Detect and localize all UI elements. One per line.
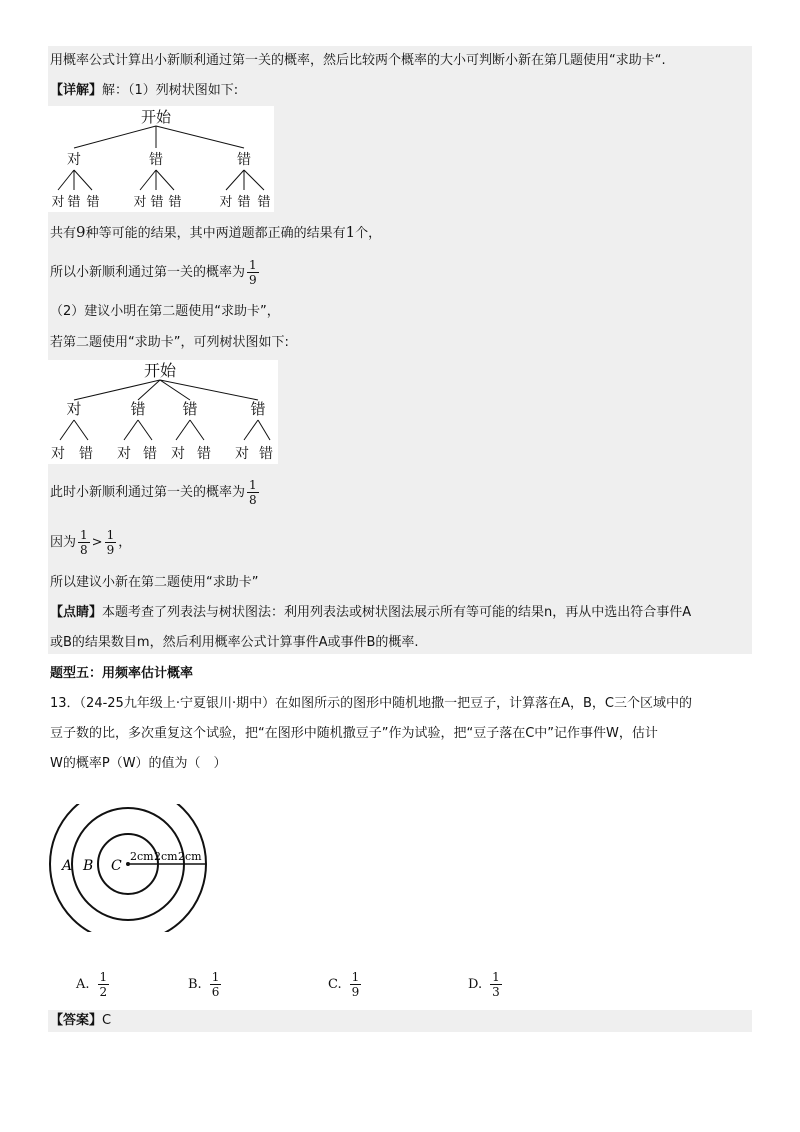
text-fragment: 此时小新顺利通过第一关的概率为 <box>50 485 246 500</box>
comment-line <box>50 603 691 623</box>
option-d-fraction: $\frac{1}{3}$ <box>492 970 500 999</box>
comment-tag: 【点睛】 <box>50 605 103 620</box>
fraction-1-8: $\frac{1}{8}$ <box>80 528 88 557</box>
option-b-fraction: $\frac{1}{6}$ <box>211 970 220 999</box>
text-line: 若第二题使用“求助卡”，可列树状图如下: <box>50 335 289 350</box>
text-line <box>50 222 381 244</box>
tree2-leaf: 对 <box>235 446 249 462</box>
text-fragment: ， <box>118 535 132 550</box>
detail-text: 解：（1）列树状图如下: <box>102 83 239 98</box>
question-line: 13．（24-25九年级上·宁夏银川·期中）在如图所示的图形中随机地撒一把豆子，计算落在A，B，C三个区域中的 <box>50 696 692 711</box>
region-label-a: A <box>62 858 73 874</box>
tree2-leaf: 对 <box>171 446 185 462</box>
answer-value: C <box>102 1013 112 1028</box>
outer-circle <box>50 804 206 932</box>
region-label-c: C <box>111 858 122 874</box>
text-fragment: 共有 <box>50 226 77 241</box>
tree-diagram-1 <box>48 106 274 212</box>
tree1-node: 错 <box>149 152 163 168</box>
comment-text: 本题考查了列表法与树状图法：利用列表法或树状图法展示所有等可能的结果n，再从中选出符合事件A <box>102 605 692 620</box>
tree1-leaf: 对 <box>219 195 233 210</box>
tree2-leaf: 错 <box>197 446 211 462</box>
tree1-leaf: 错 <box>168 195 182 210</box>
tree1-leaf: 错 <box>86 195 100 210</box>
text-line: 用概率公式计算出小新顺利通过第一关的概率，然后比较两个概率的大小可判断小新在第几题使用“求助卡“. <box>50 53 666 68</box>
text-fragment: 所以小新顺利通过第一关的概率为 <box>50 265 246 280</box>
text-line: 所以建议小新在第二题使用“求助卡” <box>50 575 259 590</box>
text-line <box>50 526 131 560</box>
tree1-leaf: 对 <box>51 195 65 210</box>
question-line: 豆子数的比，多次重复这个试验，把“在图形中随机撒豆子”作为试验，把“豆子落在C中”记作事件W，估计 <box>50 726 658 741</box>
tree1-node: 错 <box>237 152 251 168</box>
region-label-b: B <box>83 858 94 874</box>
tree1-leaf: 错 <box>237 195 251 210</box>
text-line: 或B的结果数目m，然后利用概率公式计算事件A或事件B的概率. <box>50 635 419 650</box>
dimension-label: 2cm <box>130 850 154 863</box>
tree1-leaf: 错 <box>67 195 81 210</box>
shaded-block-answer <box>48 1010 752 1032</box>
tree2-node: 错 <box>130 400 146 418</box>
fraction-1-8: $\frac{1}{8}$ <box>249 478 257 507</box>
tree2-node: 对 <box>66 400 82 418</box>
option-c-fraction: $\frac{1}{9}$ <box>351 970 360 999</box>
concentric-circles-figure <box>46 804 216 932</box>
text-fragment: 种等可能的结果，其中两道题都正确的结果有 <box>85 226 346 241</box>
text-fragment: 个， <box>355 226 382 241</box>
section-heading: 题型五：用频率估计概率 <box>50 666 194 681</box>
option-a[interactable]: A. $\frac{1}{2}$ <box>76 970 108 999</box>
tree1-leaf: 错 <box>257 195 271 210</box>
number-9: 9 <box>76 223 86 241</box>
tree2-node: 错 <box>250 400 266 418</box>
tree1-leaf: 错 <box>150 195 164 210</box>
tree2-leaf: 对 <box>117 446 131 462</box>
tree1-leaf: 对 <box>133 195 147 210</box>
answer-tag: 【答案】 <box>50 1013 103 1028</box>
tree2-node: 错 <box>182 400 198 418</box>
tree2-leaf: 错 <box>143 446 157 462</box>
fraction-1-9: $\frac{1}{9}$ <box>249 258 257 287</box>
dimension-label: 2cm <box>154 850 178 863</box>
detail-line <box>50 81 238 101</box>
tree2-root: 开始 <box>143 361 177 380</box>
number-1: 1 <box>345 223 356 241</box>
text-fragment: 因为 <box>50 535 77 550</box>
option-a-fraction: $\frac{1}{2}$ <box>99 970 108 999</box>
tree1-root: 开始 <box>140 108 172 126</box>
option-c[interactable]: C. $\frac{1}{9}$ <box>328 970 360 999</box>
tree1-node: 对 <box>67 152 81 168</box>
tree2-leaf: 错 <box>79 446 93 462</box>
answer-line <box>50 1011 111 1031</box>
text-line: （2）建议小明在第二题使用“求助卡”， <box>50 304 280 319</box>
option-b[interactable]: B. $\frac{1}{6}$ <box>188 970 220 999</box>
text-line <box>50 256 261 290</box>
tree2-leaf: 错 <box>259 446 273 462</box>
question-line: W的概率P（W）的值为（ ） <box>50 756 227 771</box>
greater-than-sign: > <box>91 535 103 550</box>
fraction-1-9: $\frac{1}{9}$ <box>106 528 115 557</box>
tree-diagram-2 <box>48 360 278 464</box>
option-d[interactable]: D. $\frac{1}{3}$ <box>468 970 500 999</box>
text-line <box>50 476 261 510</box>
dimension-label: 2cm <box>178 850 202 863</box>
detail-tag: 【详解】 <box>50 83 103 98</box>
tree2-leaf: 对 <box>51 446 65 462</box>
